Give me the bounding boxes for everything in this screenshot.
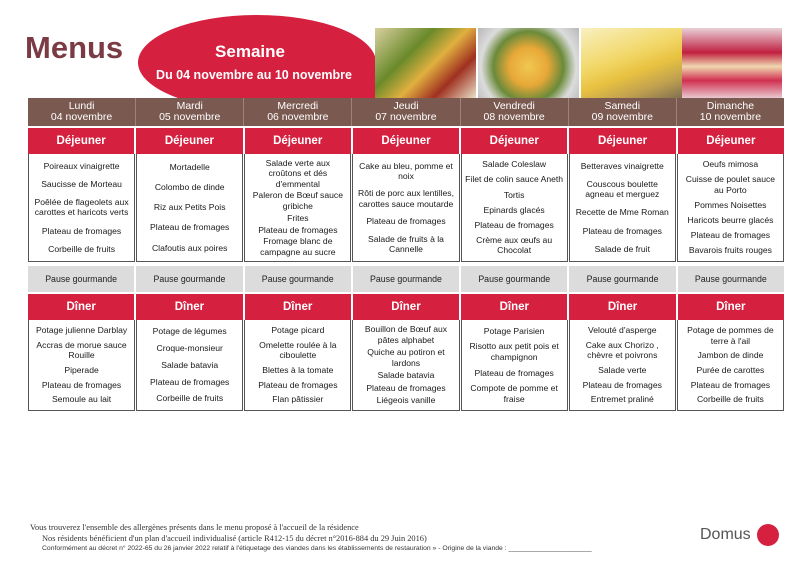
day-name: Dimanche (706, 100, 755, 112)
day-date: 06 novembre (267, 111, 329, 123)
day-name: Lundi (68, 100, 95, 112)
dejeuner-label: Déjeuner (136, 128, 244, 154)
dejeuner-header-row (28, 128, 784, 154)
day-header (136, 98, 244, 126)
dish-item: Compote de pomme et fraise (470, 383, 558, 404)
dish-item: Riz aux Petits Pois (153, 202, 226, 213)
pause-gourmande-label: Pause gourmande (694, 274, 767, 284)
dish-item: Potage Parisien (483, 325, 545, 336)
dejeuner-label: Déjeuner (28, 128, 136, 154)
dejeuner-label: Déjeuner (461, 128, 569, 154)
week-dates: Du 04 novembre au 10 novembre (156, 68, 352, 82)
diner-items-row (28, 320, 784, 411)
day-header (244, 98, 352, 126)
brand-heart-icon (757, 524, 779, 546)
diner-cell (352, 320, 459, 411)
dish-item: Mortadelle (169, 161, 210, 172)
dish-item: Potage picard (271, 325, 325, 336)
page-title: Menus (25, 30, 124, 65)
dish-item: Velouté d'asperge (588, 325, 657, 336)
allergen-note: Vous trouverez l'ensemble des allergènes présents dans le menu proposé à l'accueil de la résidence (30, 523, 359, 532)
dejeuner-label: Déjeuner (353, 128, 461, 154)
dish-item: Clafoutis aux poires (151, 242, 228, 253)
dish-item: Corbeille de fruits (696, 394, 764, 405)
day-date: 04 novembre (50, 111, 113, 123)
week-label: Semaine (215, 42, 285, 61)
day-header-row (28, 98, 784, 126)
dish-item: Epinards glacés (483, 204, 545, 215)
meat-origin-note: Conformément au décret n° 2022-65 du 26 janvier 2022 relatif à l'étiquetage des viandes dans les établissements de restauration » - Origine de la viande : ______________________ (42, 545, 592, 552)
dish-item: Quiche au potiron et lardons (367, 347, 445, 368)
dejeuner-label: Déjeuner (245, 128, 353, 154)
diner-header-row (28, 294, 784, 320)
dish-item: Paleron de Bœuf sauce gribiche (252, 190, 343, 211)
dish-item: Plateau de fromages (150, 222, 230, 233)
dish-item: Plateau de fromages (690, 379, 771, 390)
dish-item: Poêlée de flageolets aux carottes et haricots verts (34, 197, 129, 218)
dish-item: Colombo de dinde (154, 182, 225, 193)
pause-gourmande-label: Pause gourmande (245, 266, 353, 292)
plan-note: Nos résidents bénéficient d'un plan d'accueil individualisé (article R412-15 du décret n°2016-884 du 29 Juin 2016) (42, 534, 427, 543)
dish-item: Bavarois fruits rouges (688, 245, 772, 256)
menu-grid (28, 98, 784, 411)
food-photo-verrine (375, 28, 476, 98)
dish-item: Plateau de fromages (366, 382, 446, 393)
day-date: 09 novembre (591, 111, 653, 123)
dejeuner-cell (461, 154, 568, 262)
dish-item: Betteraves vinaigrette (580, 160, 664, 171)
day-name: Mardi (176, 100, 203, 112)
dish-item: Rôti de porc aux lentilles, carottes sauce moutarde (357, 188, 454, 209)
diner-cell (244, 320, 351, 411)
dish-item: Risotto aux petit pois et champignon (469, 341, 559, 362)
food-photo-clafoutis (682, 28, 782, 98)
pause-row (28, 266, 784, 292)
day-name: Samedi (604, 100, 641, 112)
food-photo-pasta (478, 28, 579, 98)
dish-item: Crème aux œufs au Chocolat (476, 234, 553, 256)
diner-label: Dîner (28, 294, 136, 320)
diner-cell (677, 320, 784, 411)
dish-item: Recette de Mme Roman (575, 207, 669, 218)
day-date: 08 novembre (483, 111, 545, 123)
diner-label: Dîner (569, 294, 677, 320)
dish-item: Plateau de fromages (366, 216, 446, 227)
dish-item: Tortis (503, 189, 525, 200)
dish-item: Filet de colin sauce Aneth (465, 174, 564, 185)
dish-item: Plateau de fromages (582, 379, 662, 390)
day-date: 07 novembre (375, 111, 437, 123)
dish-item: Potage de pommes de terre à l'ail (687, 325, 774, 346)
day-date: 10 novembre (699, 111, 762, 123)
pause-gourmande-label: Pause gourmande (461, 266, 569, 292)
dish-item: Piperade (64, 365, 99, 375)
day-header (352, 98, 460, 126)
dish-item: Cake aux Chorizo , chèvre et poivrons (585, 339, 659, 361)
day-header (461, 98, 569, 126)
dish-item: Poireaux vinaigrette (43, 160, 120, 171)
day-name: Mercredi (277, 100, 319, 112)
diner-cell (461, 320, 568, 411)
dish-item: Cake au bleu, pomme et noix (359, 160, 453, 181)
dish-item: Corbeille de fruits (48, 243, 115, 254)
dish-item: Plateau de fromages (474, 219, 554, 230)
dish-item: Accras de morue sauce Rouille (36, 339, 127, 361)
dish-item: Saucisse de Morteau (41, 178, 122, 189)
dish-item: Plateau de fromages (258, 379, 338, 390)
dish-item: Haricots beurre glacés (687, 215, 774, 226)
dish-item: Croque-monsieur (156, 342, 223, 353)
dish-item: Plateau de fromages (150, 376, 230, 387)
diner-label: Dîner (245, 294, 353, 320)
dish-item: Fromage blanc de campagne au sucre (260, 236, 336, 257)
dejeuner-cell (244, 154, 351, 262)
dish-item: Salade batavia (161, 359, 219, 370)
pause-gourmande-label: Pause gourmande (28, 266, 136, 292)
dish-item: Blettes à la tomate (262, 365, 334, 375)
diner-label: Dîner (716, 301, 746, 313)
dish-item: Bouillon de Bœuf aux pâtes alphabet (364, 324, 448, 345)
dish-item: Oeufs mimosa (702, 159, 759, 170)
diner-cell (136, 320, 243, 411)
dish-item: Purée de carottes (696, 365, 765, 375)
diner-cell (569, 320, 676, 411)
dejeuner-cell (136, 154, 243, 262)
dish-item: Salade verte aux croûtons et dés d'emmental (265, 157, 331, 189)
dejeuner-items-row (28, 154, 784, 262)
dejeuner-cell (677, 154, 784, 262)
diner-label: Dîner (136, 294, 244, 320)
pause-gourmande-label: Pause gourmande (353, 266, 461, 292)
dish-item: Salade de fruits à la Cannelle (368, 233, 444, 255)
dish-item: Plateau de fromages (258, 224, 338, 235)
day-name: Jeudi (393, 100, 419, 112)
dejeuner-cell (352, 154, 459, 262)
dish-item: Couscous boulette agneau et merguez (585, 178, 660, 200)
pause-gourmande-label: Pause gourmande (136, 266, 244, 292)
dish-item: Potage de légumes (152, 326, 227, 337)
dish-item: Flan pâtissier (272, 394, 324, 405)
dish-item: Plateau de fromages (690, 230, 771, 241)
day-header (677, 98, 784, 126)
dish-item: Plateau de fromages (474, 367, 554, 378)
dish-item: Frites (287, 212, 309, 223)
day-header (569, 98, 677, 126)
dejeuner-cell (28, 154, 135, 262)
day-name: Vendredi (493, 100, 535, 112)
dish-item: Omelette roulée à la ciboulette (259, 339, 337, 361)
dish-item: Plateau de fromages (41, 225, 122, 236)
dish-item: Salade de fruit (594, 243, 650, 254)
dejeuner-label: Déjeuner (706, 135, 756, 147)
dish-item: Salade Coleslaw (482, 159, 547, 170)
food-photo-cheese (581, 28, 682, 98)
pause-gourmande-label: Pause gourmande (569, 266, 677, 292)
dish-item: Salade verte (598, 365, 647, 375)
dish-item: Entremet praliné (590, 394, 654, 405)
dish-item: Semoule au lait (51, 394, 112, 405)
day-date: 05 novembre (159, 111, 221, 123)
diner-cell (28, 320, 135, 411)
dish-item: Potage julienne Darblay (35, 325, 128, 336)
dish-item: Cuisse de poulet sauce au Porto (685, 174, 776, 195)
dish-item: Jambon de dinde (697, 350, 764, 361)
brand-logo: Domus (700, 526, 751, 543)
dish-item: Plateau de fromages (41, 379, 122, 390)
diner-label: Dîner (461, 294, 569, 320)
week-banner (138, 15, 376, 110)
diner-label: Dîner (353, 294, 461, 320)
dish-item: Liégeois vanille (376, 395, 436, 406)
dejeuner-cell (569, 154, 676, 262)
day-header (28, 98, 136, 126)
dish-item: Corbeille de fruits (156, 393, 224, 404)
dish-item: Plateau de fromages (582, 225, 662, 236)
dejeuner-label: Déjeuner (569, 128, 677, 154)
dish-item: Salade batavia (377, 370, 435, 381)
dish-item: Pommes Noisettes (694, 199, 767, 210)
